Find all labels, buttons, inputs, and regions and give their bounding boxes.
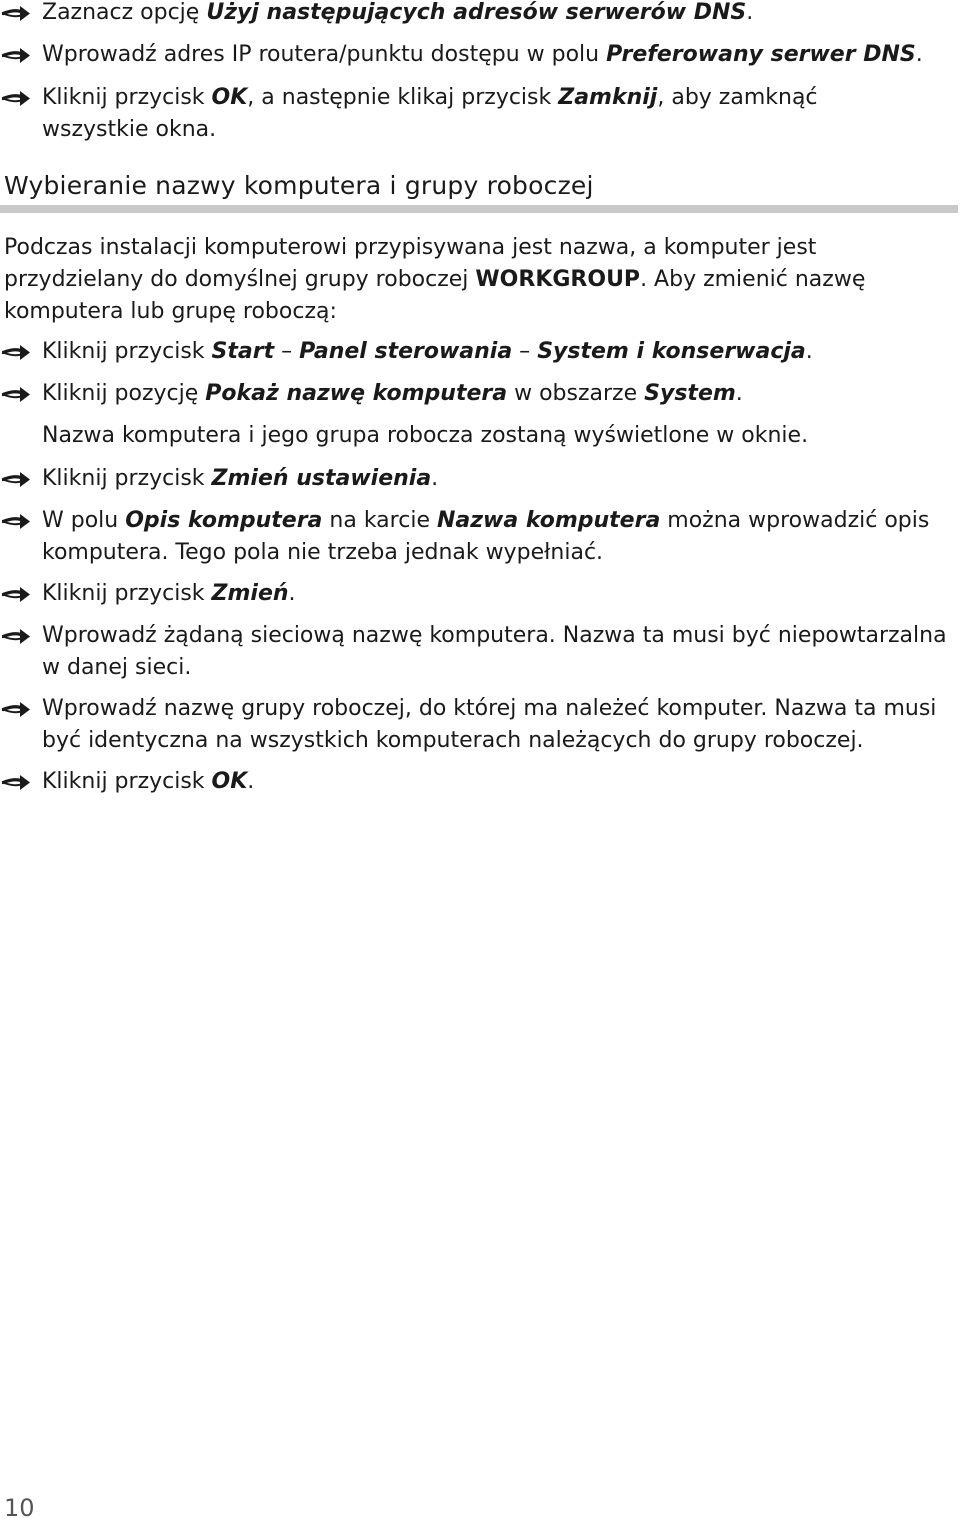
step-text (42, 693, 952, 757)
arrow-right-icon (2, 766, 36, 798)
emphasis-term: System i konserwacja (537, 339, 806, 364)
text-run: . (735, 381, 743, 406)
emphasis-term: Start (211, 339, 275, 364)
arrow-right-icon (2, 620, 36, 652)
text-run: Wprowadź nazwę grupy roboczej, do której ma należeć komputer. Nazwa ta musi być identyczna na wszystkich komputerach należących do grupy roboczej. (42, 696, 937, 753)
emphasis-term: Panel sterowania (299, 339, 513, 364)
emphasis-term: Pokaż nazwę komputera (205, 381, 508, 406)
arrow-right-icon (2, 0, 36, 29)
intro-text (4, 232, 952, 328)
arrow-right-icon (2, 693, 36, 725)
emphasis-term: Preferowany serwer DNS (606, 42, 916, 67)
step-text (42, 420, 952, 452)
text-run: można wprowadzić opis komputera. Tego pola nie trzeba jednak wypełniać. (42, 508, 930, 565)
step-text (42, 463, 952, 495)
emphasis-term: OK (211, 85, 248, 110)
arrow-right-icon (2, 378, 36, 410)
text-run: Wprowadź adres IP routera/punktu dostępu w polu (42, 42, 607, 67)
step-text (42, 336, 952, 368)
section-heading: Wybieranie nazwy komputera i grupy roboczej (4, 171, 594, 200)
text-run: Kliknij przycisk (42, 85, 212, 110)
text-run: Kliknij przycisk (42, 339, 212, 364)
step-text (42, 82, 912, 146)
text-run: . (247, 769, 255, 794)
text-run: , a następnie klikaj przycisk (247, 85, 559, 110)
text-run: Kliknij przycisk (42, 466, 212, 491)
text-run: – (274, 339, 300, 364)
emphasis-term: OK (211, 769, 248, 794)
text-run: . (805, 339, 813, 364)
text-run: . (746, 0, 754, 25)
emphasis-term: Nazwa komputera (436, 508, 661, 533)
text-run: Nazwa komputera i jego grupa robocza zostaną wyświetlone w oknie. (42, 423, 809, 448)
step-text (42, 0, 952, 29)
step-text (42, 620, 952, 684)
text-run: . (288, 581, 296, 606)
emphasis-term: Zamknij (558, 85, 658, 110)
text-run: Wprowadź żądaną sieciową nazwę komputera. Nazwa ta musi być niepowtarzalna w danej sieci. (42, 623, 947, 680)
text-run: , aby zamknąć wszystkie okna. (42, 85, 818, 142)
page-number: 10 (4, 1494, 35, 1522)
arrow-right-icon (2, 463, 36, 495)
text-run: Kliknij przycisk (42, 581, 212, 606)
bold-term: WORKGROUP (475, 267, 641, 292)
arrow-right-icon (2, 39, 36, 71)
text-run: na karcie (322, 508, 437, 533)
text-run: . (431, 466, 439, 491)
emphasis-term: Opis komputera (125, 508, 323, 533)
emphasis-term: Zmień (211, 581, 289, 606)
step-text (42, 766, 952, 798)
text-run: Kliknij przycisk (42, 769, 212, 794)
step-text (42, 39, 952, 71)
step-text (42, 505, 952, 569)
step-text (42, 578, 952, 610)
text-run: w obszarze (507, 381, 645, 406)
text-run: Kliknij pozycję (42, 381, 206, 406)
text-run: W polu (42, 508, 126, 533)
text-run: – (512, 339, 538, 364)
arrow-right-icon (2, 336, 36, 368)
text-run: . (915, 42, 923, 67)
text-run: Zaznacz opcję (42, 0, 207, 25)
text-run: Podczas instalacji komputerowi przypisywana jest nazwa, a komputer jest przydzielany do domyślnej grupy roboczej (4, 235, 817, 292)
arrow-right-icon (2, 505, 36, 537)
heading-rule (0, 205, 958, 213)
emphasis-term: Użyj następujących adresów serwerów DNS (206, 0, 747, 25)
emphasis-term: System (644, 381, 736, 406)
arrow-right-icon (2, 578, 36, 610)
step-text (42, 378, 952, 410)
emphasis-term: Zmień ustawienia (211, 466, 432, 491)
text-run: . Aby zmienić nazwę komputera lub grupę roboczą: (4, 267, 866, 324)
arrow-right-icon (2, 82, 36, 114)
